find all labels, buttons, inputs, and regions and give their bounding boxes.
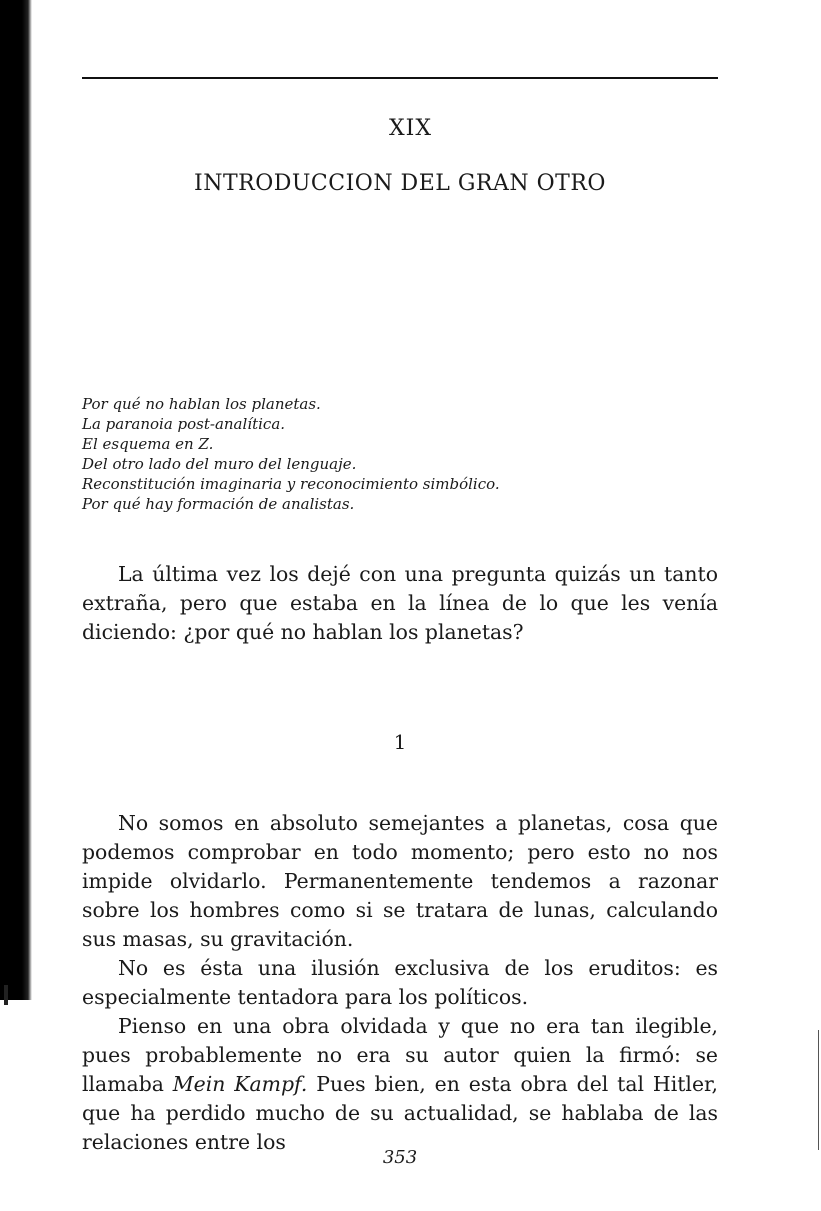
summary-line: El esquema en Z. <box>82 435 214 453</box>
paragraph-1: No somos en absoluto semejantes a planetas, cosa que podemos comprobar en todo momento; pero esto no nos impide olvidarlo. Permanentemente tendemos a razonar sobre los hombres como si se tratara de lunas, calculando sus masas, su gravitación. <box>82 811 718 951</box>
header-rule <box>82 77 718 79</box>
summary-line: Reconstitución imaginaria y reconocimiento simbólico. <box>82 475 500 493</box>
paragraph-2: No es ésta una ilusión exclusiva de los eruditos: es especialmente tentadora para los políticos. <box>82 956 718 1009</box>
paragraph-3 <box>82 1012 718 1157</box>
summary-line: Por qué hay formación de analistas. <box>82 495 355 513</box>
main-text <box>82 809 718 1157</box>
chapter-title: INTRODUCCION DEL GRAN OTRO <box>194 171 606 196</box>
paragraph-3-start: Pienso en una obra olvidada y que no era tan ilegible, pues probablemente no era su autor quien la firmó: se llamaba <box>82 1014 718 1096</box>
book-title: Mein Kampf. <box>172 1072 308 1096</box>
page-number: 353 <box>382 1147 418 1168</box>
scan-right-mark <box>818 1030 819 1150</box>
section-number: 1 <box>393 730 407 754</box>
summary-line: Por qué no hablan los planetas. <box>82 395 321 413</box>
summary-line: Del otro lado del muro del lenguaje. <box>82 455 357 473</box>
chapter-number: XIX <box>388 116 432 141</box>
summary-line: La paranoia post-analítica. <box>82 415 286 433</box>
intro-paragraph: La última vez los dejé con una pregunta quizás un tanto extraña, pero que estaba en la línea de lo que les venía diciendo: ¿por qué no hablan los planetas? <box>82 562 718 644</box>
scan-dark-edge <box>0 0 32 1000</box>
scan-edge-mark <box>4 985 8 1005</box>
paragraph-3-end: Pues bien, en esta obra del tal Hitler, que ha perdido mucho de su actualidad, se hablaba de las relaciones entre los <box>82 1072 718 1154</box>
intro-text <box>82 560 718 647</box>
chapter-summary <box>82 394 718 514</box>
